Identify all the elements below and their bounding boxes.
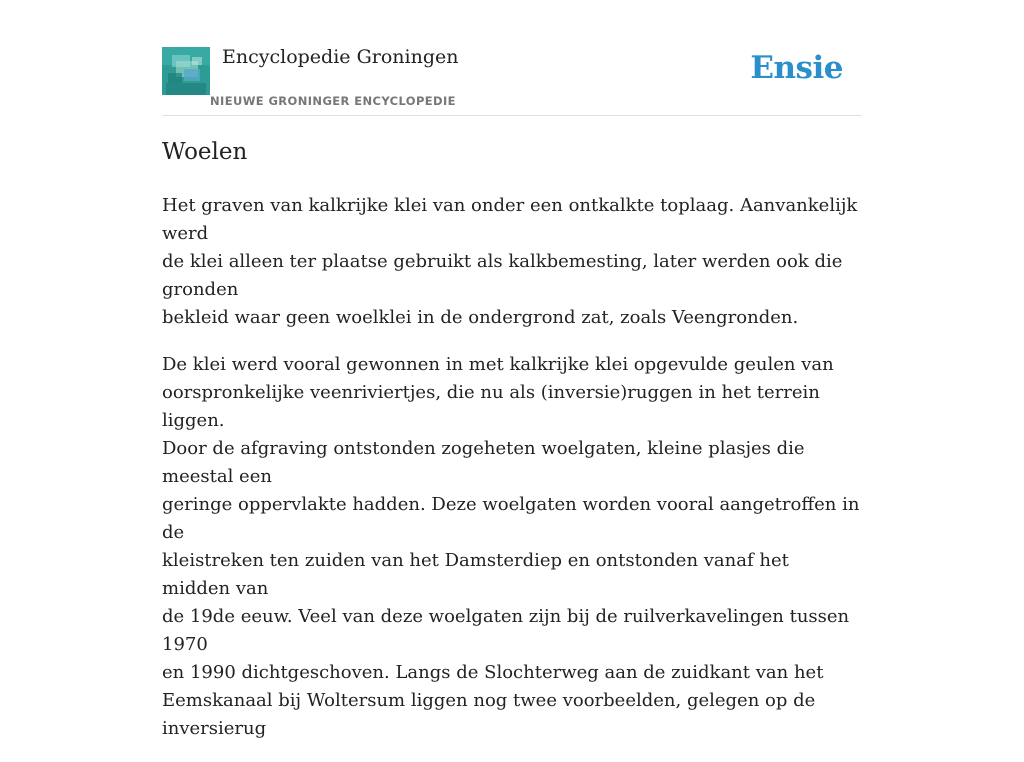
text-line: de 19de eeuw. Veel van deze woelgaten zijn bij de ruilverkavelingen tussen 1970 bbox=[162, 606, 850, 655]
text-line: bekleid waar geen woelklei in de ondergrond zat, zoals Veengronden. bbox=[162, 307, 799, 328]
text-line: geringe oppervlakte hadden. Deze woelgaten worden vooral aangetroffen in de bbox=[162, 494, 860, 543]
brand-logo[interactable]: Ensie bbox=[750, 50, 843, 86]
site-subtitle: NIEUWE GRONINGER ENCYCLOPEDIE bbox=[210, 94, 456, 108]
article-paragraph-1 bbox=[162, 192, 862, 332]
text-line: en 1990 dichtgeschoven. Langs de Slochterweg aan de zuidkant van het bbox=[162, 662, 824, 683]
text-line: De klei werd vooral gewonnen in met kalkrijke klei opgevulde geulen van bbox=[162, 354, 834, 375]
text-line: Het graven van kalkrijke klei van onder een ontkalkte toplaag. Aanvankelijk werd bbox=[162, 195, 858, 244]
text-line: de klei alleen ter plaatse gebruikt als kalkbemesting, later werden ook die gronden bbox=[162, 251, 843, 300]
article-paragraph-2 bbox=[162, 351, 862, 743]
article-body bbox=[162, 192, 862, 762]
text-line: Eemskanaal bij Woltersum liggen nog twee voorbeelden, gelegen op de inversierug bbox=[162, 690, 816, 739]
site-title[interactable]: Encyclopedie Groningen bbox=[222, 46, 459, 68]
article-title: Woelen bbox=[162, 139, 248, 165]
groningen-map-logo-icon[interactable] bbox=[162, 47, 210, 95]
text-line: oorspronkelijke veenriviertjes, die nu als (inversie)ruggen in het terrein liggen. bbox=[162, 382, 820, 431]
site-header bbox=[162, 0, 862, 116]
text-line: Door de afgraving ontstonden zogeheten woelgaten, kleine plasjes die meestal een bbox=[162, 438, 805, 487]
content-column bbox=[162, 0, 862, 739]
text-line: kleistreken ten zuiden van het Damsterdiep en ontstonden vanaf het midden van bbox=[162, 550, 789, 599]
